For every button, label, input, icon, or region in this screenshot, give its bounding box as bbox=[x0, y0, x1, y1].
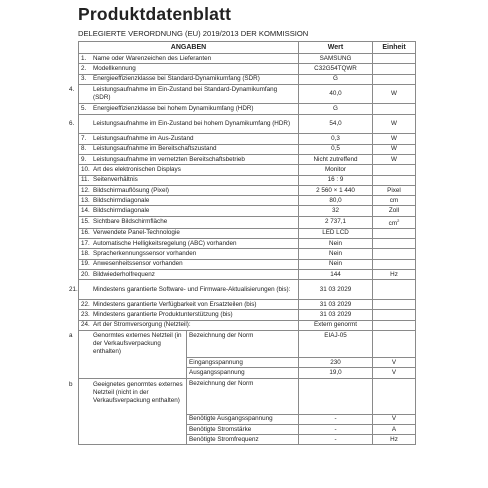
row-value: C32G54TQWR bbox=[299, 64, 373, 74]
row-value: 31 03 2029 bbox=[299, 310, 373, 320]
row-value: 144 bbox=[299, 270, 373, 280]
row-label: Ausgangsspannung bbox=[187, 368, 299, 378]
psu-a-marker: a bbox=[69, 332, 73, 339]
row-unit bbox=[373, 299, 416, 309]
row-unit bbox=[373, 239, 416, 249]
row-number: 17. bbox=[81, 239, 90, 247]
row-unit bbox=[373, 64, 416, 74]
row-label: Art des elektronischen Displays bbox=[93, 165, 181, 173]
row-unit: V bbox=[373, 368, 416, 378]
row-unit: A bbox=[373, 424, 416, 434]
row-number: 20. bbox=[81, 270, 90, 278]
row-label: Leistungsaufnahme im Ein-Zustand bei hohem Dynamikumfang (HDR) bbox=[93, 120, 291, 128]
row-label: Bildschirmauflösung (Pixel) bbox=[93, 186, 169, 194]
row-unit bbox=[373, 228, 416, 238]
row-label: Leistungsaufnahme im Bereitschaftszustand bbox=[93, 145, 217, 153]
row-value: Nein bbox=[299, 239, 373, 249]
row-label: Benötigte Ausgangsspannung bbox=[187, 414, 299, 424]
table-row bbox=[79, 64, 416, 74]
row-number: 2. bbox=[81, 64, 87, 72]
table-row bbox=[79, 216, 416, 228]
row-value: 80,0 bbox=[299, 196, 373, 206]
row-value: 19,0 bbox=[299, 368, 373, 378]
unit-text: cm bbox=[388, 219, 398, 227]
psu-b-label: Geeignetes genormtes externes Netzteil (nicht in der Verkaufsverpackung enthalten) bbox=[93, 380, 183, 404]
row-value: 40,0 bbox=[299, 84, 373, 104]
row-unit bbox=[373, 249, 416, 259]
row-label: Spracherkennungssensor vorhanden bbox=[93, 250, 197, 258]
row-label: Bildschirmdiagonale bbox=[93, 207, 150, 215]
row-label: Bildwiederholfrequenz bbox=[93, 270, 155, 278]
table-row bbox=[79, 154, 416, 164]
row-label: Eingangsspannung bbox=[187, 358, 299, 368]
row-value: 32 bbox=[299, 206, 373, 216]
table-row bbox=[79, 320, 416, 330]
table-row bbox=[79, 104, 416, 114]
psu-b-marker: b bbox=[69, 380, 73, 388]
table-row bbox=[79, 239, 416, 249]
row-number: 22. bbox=[81, 300, 90, 308]
table-row bbox=[79, 331, 416, 358]
unit-superscript: 2 bbox=[397, 217, 400, 223]
row-unit: Pixel bbox=[373, 185, 416, 195]
table-row bbox=[79, 259, 416, 269]
row-number: 21. bbox=[69, 285, 78, 293]
row-unit bbox=[373, 165, 416, 175]
row-label: Benötigte Stromstärke bbox=[187, 424, 299, 434]
row-label: Sichtbare Bildschirmfläche bbox=[93, 218, 168, 226]
row-value: 16 : 9 bbox=[299, 175, 373, 185]
row-value: 54,0 bbox=[299, 114, 373, 134]
row-unit bbox=[373, 320, 416, 330]
table-row bbox=[79, 74, 416, 84]
row-label: Benötigte Stromfrequenz bbox=[187, 435, 299, 445]
row-number: 11. bbox=[81, 176, 90, 184]
table-row bbox=[79, 54, 416, 64]
row-unit bbox=[373, 378, 416, 414]
row-label: Verwendete Panel-Technologie bbox=[93, 229, 180, 237]
row-number: 6. bbox=[69, 120, 75, 128]
row-value: Nein bbox=[299, 249, 373, 259]
row-unit bbox=[373, 216, 416, 228]
table-row bbox=[79, 310, 416, 320]
row-label: Mindestens garantierte Verfügbarkeit von Ersatzteilen (bis) bbox=[93, 300, 257, 308]
row-value: G bbox=[299, 74, 373, 84]
row-value: Nein bbox=[299, 259, 373, 269]
table-row bbox=[79, 270, 416, 280]
power-supply-table bbox=[69, 330, 416, 445]
table-row bbox=[79, 165, 416, 175]
row-unit: W bbox=[373, 134, 416, 144]
row-number: 12. bbox=[81, 186, 90, 194]
page-title: Produktdatenblatt bbox=[78, 4, 232, 24]
row-value: - bbox=[299, 414, 373, 424]
row-value: G bbox=[299, 104, 373, 114]
regulation-subtitle: DELEGIERTE VERORDNUNG (EU) 2019/2013 DER KOMMISSION bbox=[78, 29, 309, 38]
row-number: 4. bbox=[69, 86, 75, 94]
row-label: Anwesenheitssensor vorhanden bbox=[93, 260, 183, 268]
psu-a-label: Genormtes externes Netzteil (in der Verkaufsverpackung enthalten) bbox=[93, 332, 182, 355]
row-number: 7. bbox=[81, 135, 87, 143]
row-number: 3. bbox=[81, 75, 87, 83]
row-number: 13. bbox=[81, 196, 90, 204]
row-label: Leistungsaufnahme im Ein-Zustand bei Standard-Dynamikumfang (SDR) bbox=[93, 86, 278, 102]
row-value: 2 560 × 1 440 bbox=[299, 185, 373, 195]
row-number: 19. bbox=[81, 260, 90, 268]
row-value bbox=[299, 378, 373, 414]
row-value: Monitor bbox=[299, 165, 373, 175]
row-label: Mindestens garantierte Produktunterstützung (bis) bbox=[93, 310, 233, 318]
row-value: 31 03 2029 bbox=[299, 280, 373, 300]
row-unit bbox=[373, 74, 416, 84]
row-unit bbox=[373, 310, 416, 320]
table-row bbox=[79, 84, 416, 104]
row-unit: Hz bbox=[373, 435, 416, 445]
row-unit: W bbox=[373, 154, 416, 164]
row-label: Art der Stromversorgung (Netzteil): bbox=[93, 321, 191, 329]
row-unit: W bbox=[373, 144, 416, 154]
table-row bbox=[79, 280, 416, 300]
row-label: Energieeffizienzklasse bei Standard-Dynamikumfang (SDR) bbox=[93, 75, 260, 83]
row-unit bbox=[373, 54, 416, 64]
table-row bbox=[79, 196, 416, 206]
row-number: 8. bbox=[81, 145, 87, 153]
row-value: SAMSUNG bbox=[299, 54, 373, 64]
table-row bbox=[79, 144, 416, 154]
table-row bbox=[79, 378, 416, 414]
row-unit: cm bbox=[373, 196, 416, 206]
column-header-value: Wert bbox=[299, 42, 373, 54]
row-label: Automatische Helligkeitsregelung (ABC) vorhanden bbox=[93, 239, 237, 247]
table-row bbox=[79, 206, 416, 216]
table-row bbox=[79, 134, 416, 144]
row-unit: W bbox=[373, 84, 416, 104]
row-label: Energieeffizienzklasse bei hohem Dynamikumfang (HDR) bbox=[93, 105, 254, 113]
row-number: 18. bbox=[81, 250, 90, 258]
table-row bbox=[79, 249, 416, 259]
row-label: Bildschirmdiagonale bbox=[93, 196, 150, 204]
row-unit: Hz bbox=[373, 270, 416, 280]
row-unit: V bbox=[373, 414, 416, 424]
table-row bbox=[79, 175, 416, 185]
column-header-label: ANGABEN bbox=[79, 42, 299, 54]
row-value: 31 03 2029 bbox=[299, 299, 373, 309]
row-unit: Zoll bbox=[373, 206, 416, 216]
table-header-row bbox=[79, 42, 416, 54]
row-value: 230 bbox=[299, 358, 373, 368]
row-number: 15. bbox=[81, 218, 90, 226]
row-unit bbox=[373, 175, 416, 185]
row-unit bbox=[373, 280, 416, 300]
row-unit bbox=[373, 331, 416, 358]
table-row bbox=[79, 228, 416, 238]
row-number: 1. bbox=[81, 54, 87, 62]
row-number: 14. bbox=[81, 207, 90, 215]
row-unit bbox=[373, 104, 416, 114]
row-value: Extern genormt bbox=[299, 320, 373, 330]
row-value: LED LCD bbox=[299, 228, 373, 238]
row-label: Mindestens garantierte Software- und Firmware-Aktualisierungen (bis): bbox=[93, 285, 291, 293]
row-label: Modellkennung bbox=[93, 64, 136, 72]
row-value: Nicht zutreffend bbox=[299, 154, 373, 164]
row-value: - bbox=[299, 435, 373, 445]
row-number: 16. bbox=[81, 229, 90, 237]
row-unit: W bbox=[373, 114, 416, 134]
table-row bbox=[79, 185, 416, 195]
row-number: 23. bbox=[81, 310, 90, 318]
row-unit: V bbox=[373, 358, 416, 368]
psu-b-label-cell bbox=[69, 378, 187, 445]
table-row bbox=[79, 299, 416, 309]
row-label: Name oder Warenzeichen des Lieferanten bbox=[93, 54, 212, 62]
row-value: 0,3 bbox=[299, 134, 373, 144]
data-table bbox=[69, 41, 416, 331]
psu-a-label-cell bbox=[69, 331, 187, 379]
row-label: Seitenverhältnis bbox=[93, 176, 138, 184]
row-label: Leistungsaufnahme im Aus-Zustand bbox=[93, 135, 194, 143]
column-header-unit: Einheit bbox=[373, 42, 416, 54]
row-number: 24. bbox=[81, 321, 90, 329]
row-label: Leistungsaufnahme im vernetzten Bereitschaftsbetrieb bbox=[93, 155, 245, 163]
row-number: 9. bbox=[81, 155, 87, 163]
row-value: 2 737,1 bbox=[299, 216, 373, 228]
row-label: Bezeichnung der Norm bbox=[187, 331, 299, 358]
row-value: - bbox=[299, 424, 373, 434]
row-unit bbox=[373, 259, 416, 269]
row-number: 10. bbox=[81, 165, 90, 173]
row-value: 0,5 bbox=[299, 144, 373, 154]
row-label: Bezeichnung der Norm bbox=[187, 378, 299, 414]
table-row bbox=[79, 114, 416, 134]
row-number: 5. bbox=[81, 105, 87, 113]
row-value: EIAJ-05 bbox=[299, 331, 373, 358]
